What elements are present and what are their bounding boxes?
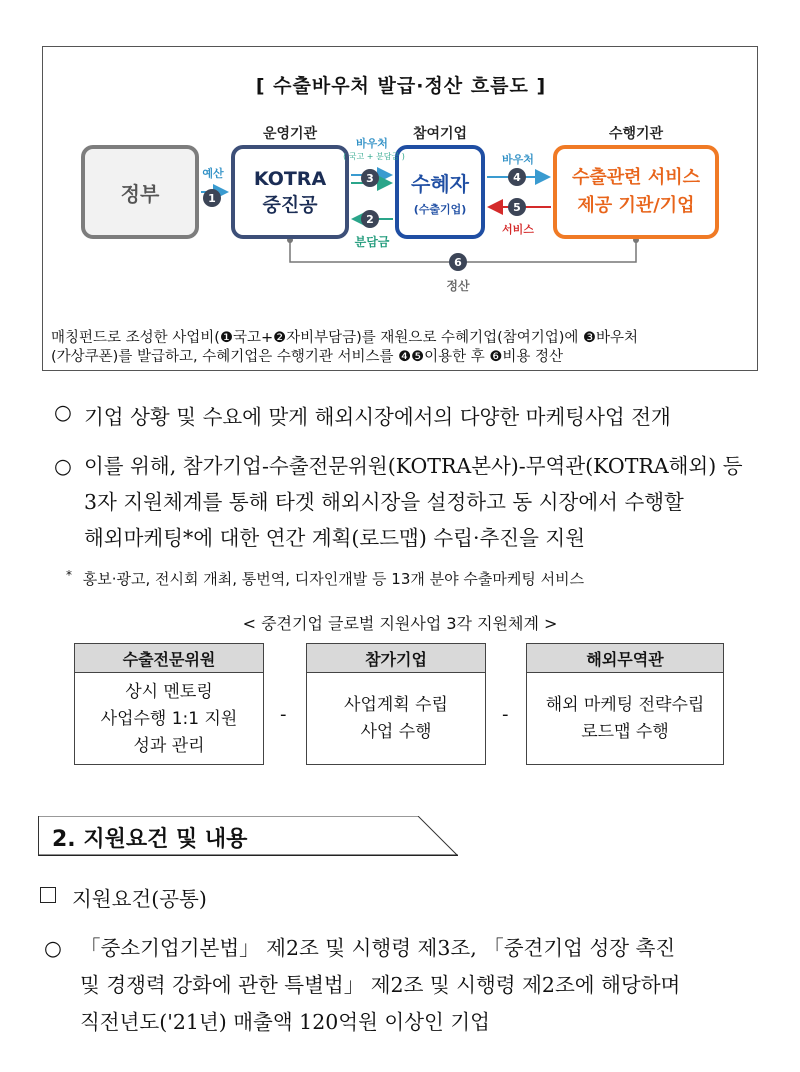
step-1-badge: 1 xyxy=(203,189,221,207)
column-line: 사업수행 1:1 지원 xyxy=(100,708,238,729)
column-body xyxy=(527,673,723,765)
step-3-badge: 3 xyxy=(361,169,379,187)
table-separator: - xyxy=(280,704,287,725)
checkbox-square-icon xyxy=(40,887,56,903)
flow-diagram xyxy=(42,46,758,371)
section-heading xyxy=(38,816,458,856)
paragraph-2-line2: 3자 지원체계를 통해 타겟 해외시장을 설정하고 동 시장에서 수행할 xyxy=(84,490,684,514)
paragraph-2-line1: 이를 위해, 참가기업-수출전문위원(KOTRA본사)-무역관(KOTRA해외) 등 xyxy=(84,454,743,478)
column-line: 사업 수행 xyxy=(360,722,432,742)
government-node xyxy=(81,145,199,239)
service-label: 서비스 xyxy=(502,223,534,236)
kotra-node xyxy=(231,145,349,239)
column-header: 해외무역관 xyxy=(527,644,723,673)
settlement-label: 정산 xyxy=(446,279,470,293)
footnote-mark: * xyxy=(66,568,72,582)
column-line: 상시 멘토링 xyxy=(125,681,213,702)
bullet-marker: ○ xyxy=(54,400,72,424)
voucher-sub-label: ( 국고 + 분담금 ) xyxy=(343,152,405,161)
section-heading-text: 2. 지원요건 및 내용 xyxy=(52,827,248,852)
provider-line2: 제공 기관/기업 xyxy=(577,195,695,216)
paragraph-2-line3: 해외마케팅*에 대한 연간 계획(로드맵) 수립·추진을 지원 xyxy=(84,526,586,550)
column-body xyxy=(75,673,263,765)
participant-label: 참여기업 xyxy=(412,126,468,142)
bullet-marker: ○ xyxy=(44,936,62,960)
column-line: 성과 관리 xyxy=(133,735,205,756)
requirement-line1: 「중소기업기본법」 제2조 및 시행령 제3조, 「중견기업 성장 촉진 xyxy=(80,936,676,960)
paragraph-2 xyxy=(54,448,774,556)
column-line: 사업계획 수립 xyxy=(344,695,448,715)
flow-caption xyxy=(51,329,751,367)
requirement-line2: 및 경쟁력 강화에 관한 특별법」 제2조 및 시행령 제2조에 해당하며 xyxy=(80,973,681,997)
beneficiary-main: 수혜자 xyxy=(411,171,469,196)
step-2-badge: 2 xyxy=(361,210,379,228)
table-column-expert xyxy=(74,643,264,765)
table-title: < 중견기업 글로벌 지원사업 3각 지원체계 > xyxy=(242,614,558,633)
share-label: 분담금 xyxy=(354,235,390,249)
beneficiary-sub: (수출기업) xyxy=(413,202,467,216)
requirement-line3: 직전년도('21년) 매출액 120억원 이상인 기업 xyxy=(80,1010,490,1034)
government-label: 정부 xyxy=(120,181,160,206)
flow-caption-line2: (가상쿠폰)를 발급하고, 수혜기업은 수행기관 서비스를 ❹❺이용한 후 ❻비용 정산 xyxy=(51,349,564,365)
provider-node xyxy=(553,145,719,239)
voucher2-label: 바우처 xyxy=(502,153,534,166)
requirement-paragraph xyxy=(44,930,774,1041)
table-column-participant xyxy=(306,643,486,765)
paragraph-1-text: 기업 상황 및 수요에 맞게 해외시장에서의 다양한 마케팅사업 전개 xyxy=(84,405,671,429)
budget-label: 예산 xyxy=(202,167,224,180)
column-header: 수출전문위원 xyxy=(75,644,263,673)
column-body xyxy=(307,673,485,765)
table-column-trade-office xyxy=(526,643,724,765)
provider-label: 수행기관 xyxy=(608,126,664,142)
column-line: 해외 마케팅 전략수립 xyxy=(545,695,705,715)
bullet-marker: ○ xyxy=(54,454,72,478)
table-separator: - xyxy=(502,704,509,725)
flow-title: [ 수출바우처 발급·정산 흐름도 ] xyxy=(255,75,547,97)
sub-heading-text: 지원요건(공통) xyxy=(72,887,207,911)
step-5-badge: 5 xyxy=(508,198,526,216)
footnote xyxy=(66,568,766,589)
kotra-line2: 중진공 xyxy=(262,194,318,216)
provider-line1: 수출관련 서비스 xyxy=(572,167,700,188)
operator-label: 운영기관 xyxy=(262,126,318,142)
flow-caption-line1: 매칭펀드로 조성한 사업비(❶국고+❷자비부담금)를 재원으로 수혜기업(참여기업)에 ❸바우처 xyxy=(51,330,639,346)
step-6-badge: 6 xyxy=(449,253,467,271)
kotra-line1: KOTRA xyxy=(253,168,327,190)
column-header: 참가기업 xyxy=(307,644,485,673)
voucher-label: 바우처 xyxy=(356,137,388,150)
step-4-badge: 4 xyxy=(508,168,526,186)
footnote-text: 홍보·광고, 전시회 개최, 통번역, 디자인개발 등 13개 분야 수출마케팅 서비스 xyxy=(82,570,585,588)
column-line: 로드맵 수행 xyxy=(581,722,669,742)
